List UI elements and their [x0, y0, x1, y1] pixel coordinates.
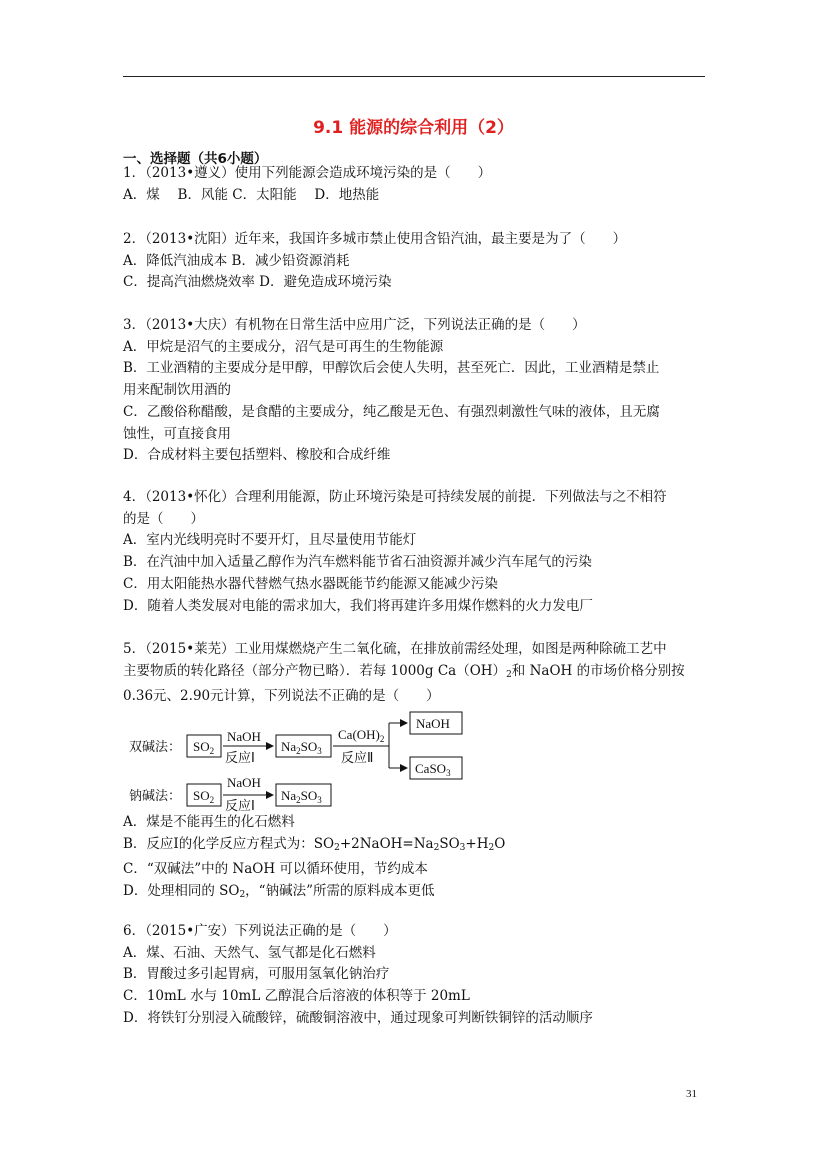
question-3-option-a: A．甲烷是沼气的主要成分，沼气是可再生的生物能源 [123, 338, 444, 355]
question-5-stem-end: 0.36元、2.90元计算，下列说法不正确的是（ ） [123, 688, 440, 705]
desulfurization-diagram [123, 706, 483, 814]
question-3-option-b-cont: 用来配制饮用酒的 [123, 382, 231, 399]
question-3-stem: 3．（2013•大庆）有机物在日常生活中应用广泛，下列说法正确的是（ ） [123, 317, 586, 333]
question-5-option-d-text: D．处理相同的 SO [123, 883, 240, 900]
sub-so2-d: 2 [239, 890, 246, 901]
question-5-options [123, 812, 708, 907]
question-4-option-a: A．室内光线明亮时不要开灯，且尽量使用节能灯 [123, 532, 417, 549]
eq-part-4: O [494, 835, 506, 852]
naoh-reagent-2: NaOH [227, 775, 261, 790]
question-5-option-a: A．煤是不能再生的化石燃料 [123, 814, 295, 830]
question-5-option-d [123, 881, 708, 907]
na2so3-label-2: $Na_2SO_3$ [281, 788, 322, 805]
so2-label-1: $SO_2$ [193, 739, 215, 756]
sodium-alkali-label: 钠碱法： [129, 789, 182, 804]
question-6-option-b: B．胃酸过多引起胃病，可服用氢氧化钠治疗 [123, 966, 390, 983]
question-5-option-b [123, 834, 708, 860]
eq-part-1: +2NaOH=Na [339, 835, 434, 852]
reaction-1-label-top: 反应Ⅰ [225, 751, 255, 766]
question-5-subscript: 2 [506, 669, 512, 680]
option-d-tail: ，“钠碱法”所需的原料成本更低 [245, 883, 435, 900]
question-2-options-ab: A．降低汽油成本 B．减少铅资源消耗 [123, 252, 350, 269]
question-5-stem-cont [123, 661, 708, 687]
sub-so2: 2 [334, 842, 340, 853]
question-3 [123, 315, 708, 467]
naoh-product-label: NaOH [416, 716, 450, 731]
question-5-stem-cont-text: 主要物质的转化路径（部分产物已略）．若每 1000g Ca（OH） [123, 662, 507, 679]
question-6-option-a: A．煤、石油、天然气、氢气都是化石燃料 [123, 944, 376, 961]
question-3-option-b: B．工业酒精的主要成分是甲醇，甲醇饮后会使人失明，甚至死亡．因此，工业酒精是禁止 [123, 360, 660, 377]
na2so3-label-1: $Na_2SO_3$ [281, 739, 322, 756]
question-3-option-c: C．乙酸俗称醋酸，是食醋的主要成分，纯乙酸是无色、有强烈刺激性气味的液体，且无腐 [123, 403, 660, 420]
question-4-option-c: C．用太阳能热水器代替燃气热水器既能节约能源又能减少污染 [123, 575, 498, 592]
question-5-stem: 5．（2015•莱芜）工业用煤燃烧产生二氧化硫，在排放前需经处理，如图是两种除硫工艺中 [123, 641, 667, 657]
question-6 [123, 921, 708, 1030]
sub-h2: 2 [488, 842, 495, 853]
naoh-reagent-1: NaOH [227, 729, 261, 744]
question-6-option-d: D．将铁钉分别浸入硫酸锌，硫酸铜溶液中，通过现象可判断铁铜锌的活动顺序 [123, 1009, 593, 1026]
question-5-option-b-text: B．反应Ⅰ的化学反应方程式为：SO [123, 835, 335, 852]
so2-label-2: $SO_2$ [193, 788, 215, 805]
caso3-product-label: CaSO$_3$ [415, 761, 451, 778]
question-5 [123, 639, 708, 708]
question-5-option-c: C．“双碱法”中的 NaOH 可以循环使用，节约成本 [123, 861, 428, 878]
question-4-stem: 4．（2013•怀化）合理利用能源，防止环境污染是可持续发展的前提．下列做法与之不相符 [123, 489, 667, 505]
question-6-option-c: C．10mL 水与 10mL 乙醇混合后溶液的体积等于 20mL [123, 988, 470, 1005]
sub-so3: 3 [459, 842, 466, 853]
question-4-option-d: D．随着人类发展对电能的需求加大，我们将再建许多用煤作燃料的火力发电厂 [123, 597, 593, 614]
question-4-stem-cont: 的是（ ） [123, 510, 204, 527]
question-2 [123, 229, 708, 294]
question-1 [123, 163, 708, 206]
caoh2-reagent: $Ca(OH)_2$ [338, 727, 385, 744]
page-title: 9.1 能源的综合利用（2） [313, 118, 514, 138]
question-4-option-b: B．在汽油中加入适量乙醇作为汽车燃料能节省石油资源并减少汽车尾气的污染 [123, 554, 592, 571]
eq-part-2: SO [439, 835, 460, 852]
question-4 [123, 487, 708, 617]
section-heading: 一、选择题（共6小题） [123, 151, 268, 167]
question-2-options-cd: C．提高汽油燃烧效率 D．避免造成环境污染 [123, 274, 392, 291]
top-rule [123, 76, 705, 77]
page-number: 31 [686, 1088, 697, 1100]
reaction-1-label-bottom: 反应Ⅰ [225, 799, 255, 814]
question-2-stem: 2．（2013•沈阳）近年来，我国许多城市禁止使用含铅汽油，最主要是为了（ ） [123, 231, 627, 247]
sub-na2: 2 [433, 842, 440, 853]
reaction-2-label: 反应Ⅱ [341, 751, 374, 766]
question-1-stem: 1．（2013•遵义）使用下列能源会造成环境污染的是（ ） [123, 165, 492, 181]
question-6-stem: 6．（2015•广安）下列说法正确的是（ ） [123, 923, 397, 939]
question-3-option-c-cont: 蚀性，可直接食用 [123, 425, 231, 442]
eq-part-3: +H [465, 835, 489, 852]
question-3-option-d: D．合成材料主要包括塑料、橡胶和合成纤维 [123, 447, 391, 464]
question-5-stem-tail: 和 NaOH 的市场价格分别按 [511, 662, 685, 679]
question-1-options: A．煤 B．风能 C．太阳能 D．地热能 [123, 186, 380, 203]
double-alkali-label: 双碱法： [129, 740, 182, 755]
